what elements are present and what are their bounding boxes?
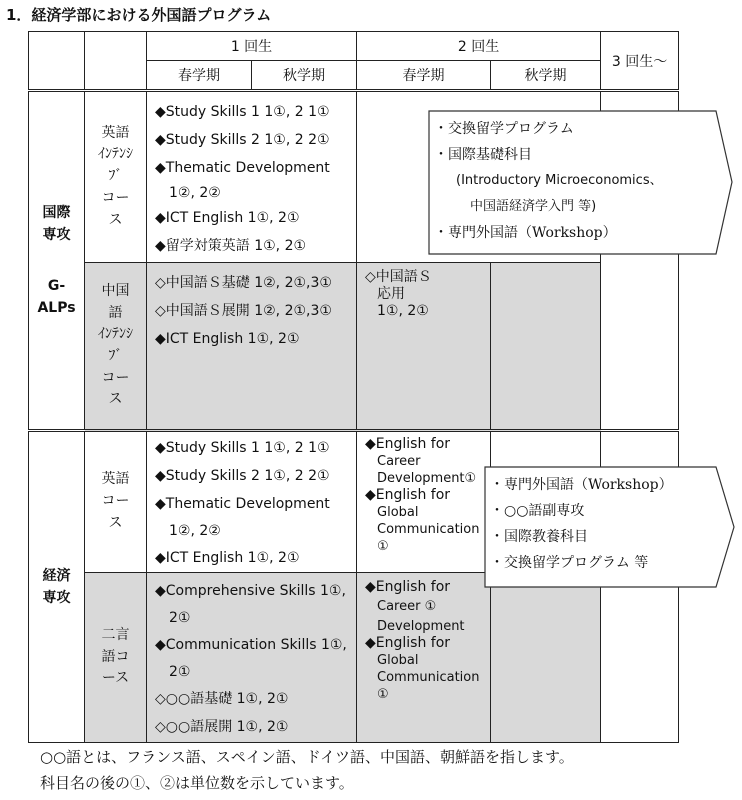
list-item: ◇中国語Ｓ基礎 1②, 2①,3①: [155, 275, 332, 291]
callout-arrow-2: [484, 466, 736, 588]
list-item: Development①: [377, 471, 477, 486]
header-spring-2: 春学期: [357, 61, 491, 91]
callout2-item: ・交換留学プログラム 等: [490, 555, 649, 571]
list-item: ◆English for: [365, 487, 451, 503]
econ-two-year3: [601, 573, 679, 743]
list-item: 1①, 2①: [377, 303, 429, 319]
callout1-item: 中国語経済学入門 等): [470, 199, 597, 214]
list-item: ◇○○語展開 1①, 2①: [155, 719, 289, 735]
list-item: 応用: [377, 286, 406, 302]
course-english-intensive: 英語 ｲﾝﾃﾝｼ ﾌﾞ コー ス: [85, 91, 147, 263]
course-chinese-intensive: 中国 語 ｲﾝﾃﾝｼ ﾌﾞ コー ス: [85, 263, 147, 431]
list-item: ◆English for: [365, 635, 451, 651]
callout2-item: ・○○語副専攻: [490, 503, 585, 519]
list-item: ◆Thematic Development 1②, 2②: [155, 160, 330, 201]
list-item: Communication: [377, 522, 480, 537]
callout1-item: (Introductory Microeconomics、: [456, 173, 663, 188]
list-item: ◆Thematic Development 1②, 2②: [155, 496, 330, 539]
header-year1: 1 回生: [147, 32, 357, 61]
section-title: 1．経済学部における外国語プログラム: [6, 6, 272, 24]
list-item: ◆ICT English 1①, 2①: [155, 210, 300, 226]
footnote-2: 科目名の後の①、②は単位数を示しています。: [40, 774, 354, 792]
list-item: Global: [377, 653, 419, 668]
list-item: ①: [377, 539, 389, 554]
econ-english-year2-spring: [357, 431, 491, 573]
header-year2: 2 回生: [357, 32, 601, 61]
course-english: 英語 コー ス: [85, 431, 147, 573]
callout2-item: ・国際教養科目: [490, 529, 588, 545]
list-item: ◆Study Skills 1 1①, 2 1①: [155, 440, 330, 456]
intl-chinese-year2-autumn: [491, 263, 601, 431]
list-item: ◆English for: [365, 579, 451, 595]
list-item: Global: [377, 505, 419, 520]
header-year3: 3 回生～: [601, 32, 679, 91]
list-item: ◆ICT English 1①, 2①: [155, 331, 300, 347]
major-international: 国際 専攻 G- ALPs: [29, 91, 85, 431]
list-item: ◆English for: [365, 436, 451, 452]
list-item: ◆留学対策英語 1①, 2①: [155, 238, 307, 254]
list-item: Communication: [377, 670, 480, 685]
list-item: Development: [377, 619, 465, 634]
list-item: ◆Study Skills 2 1①, 2 2①: [155, 132, 330, 148]
econ-english-year1: [147, 431, 357, 573]
footnote-1: ○○語とは、フランス語、スペイン語、ドイツ語、中国語、朝鮮語を指します。: [40, 748, 574, 766]
econ-two-year2-spring: [357, 573, 491, 743]
major-economics: 経済 専攻: [29, 431, 85, 743]
list-item: ◇中国語Ｓ展開 1②, 2①,3①: [155, 303, 332, 319]
callout-arrow-1: [428, 110, 734, 255]
intl-chinese-year1: [147, 263, 357, 431]
list-item: ①: [377, 687, 389, 702]
list-item: ◆Study Skills 2 1①, 2 2①: [155, 468, 330, 484]
header-empty-1: [29, 32, 85, 91]
list-item: ◇中国語Ｓ: [365, 269, 432, 285]
intl-chinese-year3: [601, 263, 679, 431]
callout1-item: ・国際基礎科目: [434, 147, 532, 163]
list-item: Career: [377, 454, 421, 469]
list-item: ◆Comprehensive Skills 1①, 2①: [155, 583, 346, 626]
course-two-languages: 二言 語コ ース: [85, 573, 147, 743]
intl-chinese-year2-spring: [357, 263, 491, 431]
econ-two-year2-autumn: [491, 573, 601, 743]
callout2-item: ・専門外国語（Workshop）: [490, 477, 673, 493]
header-empty-2: [85, 32, 147, 91]
header-autumn-2: 秋学期: [491, 61, 601, 91]
header-spring-1: 春学期: [147, 61, 252, 91]
list-item: ◆Communication Skills 1①, 2①: [155, 637, 347, 680]
list-item: ◆Study Skills 1 1①, 2 1①: [155, 104, 330, 120]
header-autumn-1: 秋学期: [252, 61, 357, 91]
intl-english-year1: [147, 91, 357, 263]
callout1-item: ・専門外国語（Workshop）: [434, 225, 617, 241]
list-item: Career ①: [377, 599, 437, 614]
list-item: ◆ICT English 1①, 2①: [155, 550, 300, 566]
list-item: ◇○○語基礎 1①, 2①: [155, 691, 289, 707]
econ-two-year1: [147, 573, 357, 743]
callout1-item: ・交換留学プログラム: [434, 121, 574, 137]
